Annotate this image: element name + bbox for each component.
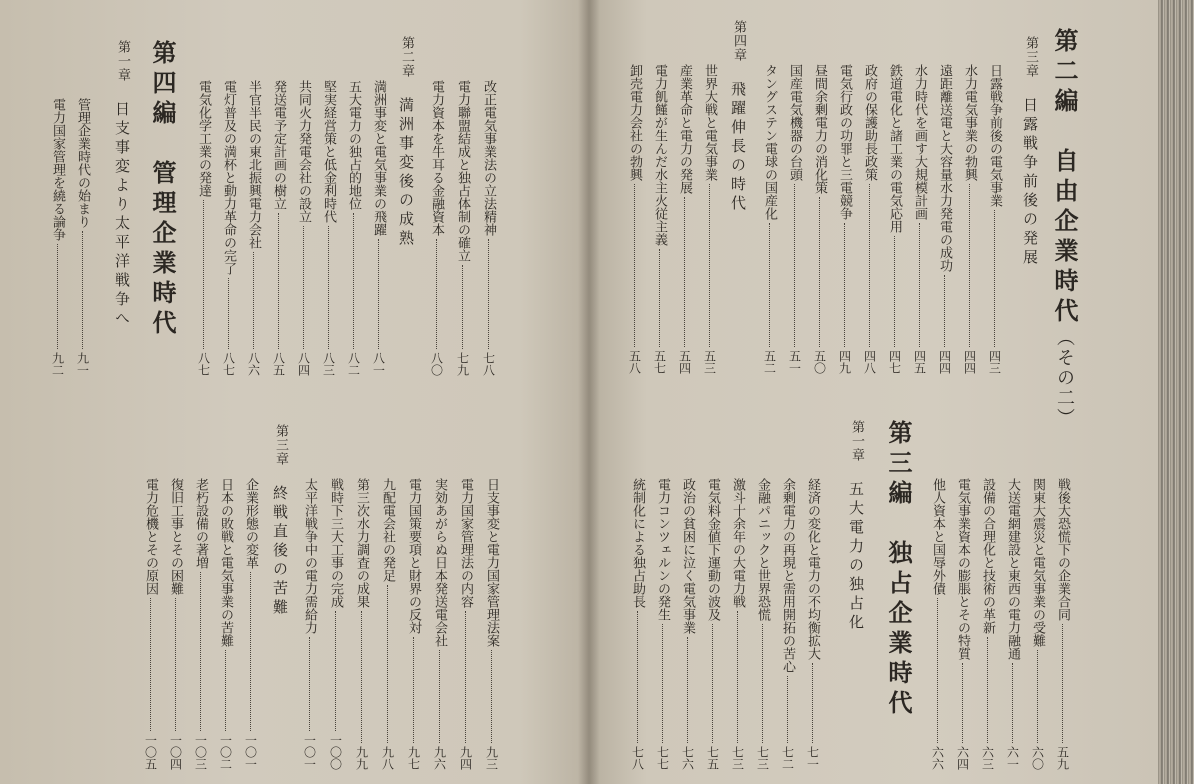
leader-dots (200, 572, 201, 731)
leader-dots (309, 637, 310, 731)
leader-dots (1062, 624, 1063, 743)
entry-title: 政治の貧困に泣く電気事業 (680, 478, 695, 634)
part-heading (884, 420, 913, 720)
part-heading (148, 40, 177, 340)
entry-page: 九四 (458, 746, 473, 770)
leader-dots (253, 252, 254, 349)
entry-title: 電力聯盟結成と独占体制の確立 (455, 80, 470, 262)
entry-title: 他人資本と国辱外債 (930, 478, 945, 595)
entry-title: 電力危機とその原因 (143, 478, 158, 595)
leader-dots (894, 236, 895, 347)
part-heading (1050, 28, 1079, 428)
entry-page: 一〇一 (243, 734, 258, 770)
entry-page: 九三 (484, 746, 499, 770)
entry-page: 八〇 (429, 352, 444, 376)
chapter-label: 第一章 (115, 40, 130, 82)
leader-dots (819, 197, 820, 347)
chapter-title: 日支事変より太平洋戦争へ (113, 101, 131, 329)
leader-dots (794, 184, 795, 347)
toc-entry[interactable] (703, 64, 716, 374)
chapter-title: 五大電力の独占化 (847, 481, 865, 633)
leader-dots (919, 223, 920, 347)
toc-entry[interactable] (51, 98, 64, 376)
entry-title: 産業革命と電力の発展 (677, 64, 692, 194)
entry-page: 七一 (805, 746, 820, 770)
entry-page: 六〇 (1030, 746, 1045, 770)
entry-title: 日本の敗戦と電気事業の苦難 (218, 478, 233, 647)
toc-entry[interactable] (456, 80, 469, 376)
entry-title: 統制化による独占助長 (630, 478, 645, 608)
leader-dots (684, 197, 685, 347)
entry-title: 第三次水力調査の成果 (354, 478, 369, 608)
entry-title: 電力国家管理法の内容 (458, 478, 473, 608)
chapter-heading (848, 420, 863, 660)
leader-dots (662, 624, 663, 743)
entry-title: 遠距離送電と大容量水力発電の成功 (937, 64, 952, 272)
toc-entry[interactable] (303, 478, 316, 770)
toc-entry[interactable] (988, 64, 1001, 374)
toc-entry[interactable] (355, 478, 368, 770)
entry-title: 電力国策要項と財界の反対 (406, 478, 421, 634)
entry-title: 九配電会社の発足 (380, 478, 395, 582)
entry-page: 八一 (371, 352, 386, 376)
leader-dots (303, 226, 304, 349)
entry-page: 六三 (980, 746, 995, 770)
toc-entry[interactable] (381, 478, 394, 770)
leader-dots (203, 200, 204, 349)
entry-title: 世界大戦と電気事業 (702, 64, 717, 181)
chapter-heading (398, 36, 413, 286)
toc-entry[interactable] (956, 478, 969, 770)
entry-page: 五一 (787, 350, 802, 374)
entry-title: 水力時代を画す大規模計画 (912, 64, 927, 220)
entry-page: 五二 (762, 350, 777, 374)
entry-page: 七五 (705, 746, 720, 770)
toc-entry[interactable] (631, 478, 644, 770)
entry-page: 八六 (246, 352, 261, 376)
toc-entry[interactable] (628, 64, 641, 374)
entry-page: 八七 (221, 352, 236, 376)
entry-title: タングステン電球の国産化 (762, 64, 777, 220)
entry-title: 金融パニックと世界恐慌 (755, 478, 770, 621)
leader-dots (962, 663, 963, 743)
entry-page: 四七 (887, 350, 902, 374)
toc-entry[interactable] (322, 80, 335, 376)
entry-title: 改正電気事業法の立法精神 (481, 80, 496, 236)
entry-page: 七九 (455, 352, 470, 376)
leader-dots (634, 184, 635, 347)
part3-heading: 第三編 独占企業時代 (884, 420, 913, 720)
toc-entry[interactable] (347, 80, 360, 376)
entry-title: 経済の変化と電力の不均衡拡大 (805, 478, 820, 660)
chapter-label: 第二章 (399, 36, 414, 78)
entry-title: 激斗十余年の大電力戦 (730, 478, 745, 608)
toc-entry[interactable] (863, 64, 876, 374)
toc-entry[interactable] (653, 64, 666, 374)
toc-entry[interactable] (731, 478, 744, 770)
entry-title: 電気行政の功罪と三電競争 (837, 64, 852, 220)
chapter-label: 第三章 (1023, 36, 1038, 78)
entry-title: 電力国家管理を繞る論争 (50, 98, 65, 241)
entry-title: 管理企業時代の始まり (75, 98, 90, 228)
leader-dots (812, 663, 813, 743)
toc-entry[interactable] (813, 64, 826, 374)
toc-entry[interactable] (272, 80, 285, 376)
toc-entry[interactable] (681, 478, 694, 770)
toc-entry[interactable] (194, 478, 207, 770)
entry-page: 一〇二 (218, 734, 233, 770)
leader-dots (659, 249, 660, 347)
toc-entry[interactable] (806, 478, 819, 770)
entry-page: 九六 (432, 746, 447, 770)
toc-entry[interactable] (1056, 478, 1069, 770)
leader-dots (413, 637, 414, 743)
entry-title: 卸売電力会社の勃興 (627, 64, 642, 181)
entry-title: 企業形態の変革 (243, 478, 258, 569)
entry-title: 水力電気事業の勃興 (962, 64, 977, 181)
leader-dots (175, 598, 176, 731)
leader-dots (228, 278, 229, 349)
entry-title: 半官半民の東北振興電力会社 (246, 80, 261, 249)
entry-title: 発送電予定計画の樹立 (271, 80, 286, 210)
toc-entry[interactable] (756, 478, 769, 770)
entry-title: 余剰電力の再現と需用開拓の苦心 (780, 478, 795, 673)
leader-dots (378, 239, 379, 349)
entry-page: 七六 (680, 746, 695, 770)
leader-dots (737, 611, 738, 743)
entry-page: 五三 (702, 350, 717, 374)
entry-title: 戦時下三大工事の完成 (328, 478, 343, 608)
entry-title: 実効あがらぬ日本発送電会社 (432, 478, 447, 647)
leader-dots (491, 650, 492, 743)
entry-page: 一〇三 (193, 734, 208, 770)
leader-dots (439, 650, 440, 743)
entry-title: 鉄道電化と諸工業の電気応用 (887, 64, 902, 233)
entry-page: 一〇四 (168, 734, 183, 770)
leader-dots (387, 585, 388, 743)
entry-page: 八五 (271, 352, 286, 376)
leader-dots (637, 611, 638, 743)
entry-title: 電気料金値下運動の波及 (705, 478, 720, 621)
toc-entry[interactable] (329, 478, 342, 770)
entry-title: 太平洋戦争中の電力需給力 (302, 478, 317, 634)
entry-page: 九九 (354, 746, 369, 770)
page-edges (1158, 0, 1194, 784)
toc-entry[interactable] (888, 64, 901, 374)
toc-entry[interactable] (297, 80, 310, 376)
entry-title: 戦後大恐慌下の企業合同 (1055, 478, 1070, 621)
toc-entry[interactable] (169, 478, 182, 770)
leader-dots (712, 624, 713, 743)
leader-dots (762, 624, 763, 743)
chapter-heading (1022, 36, 1037, 276)
toc-entry[interactable] (372, 80, 385, 376)
entry-page: 五七 (652, 350, 667, 374)
entry-page: 一〇五 (143, 734, 158, 770)
toc-entry[interactable] (788, 64, 801, 374)
toc-entry[interactable] (430, 80, 443, 376)
leader-dots (361, 611, 362, 743)
entry-title: 日支事変と電力国家管理法案 (484, 478, 499, 647)
toc-entry[interactable] (1006, 478, 1019, 770)
leader-dots (844, 223, 845, 347)
entry-title: 設備の合理化と技術の革新 (980, 478, 995, 634)
leader-dots (328, 226, 329, 349)
entry-page: 五〇 (812, 350, 827, 374)
entry-title: 昼間余剰電力の消化策 (812, 64, 827, 194)
chapter-label: 第一章 (849, 420, 864, 462)
leader-dots (987, 637, 988, 743)
leader-dots (944, 275, 945, 347)
toc-entry[interactable] (781, 478, 794, 770)
leader-dots (1037, 650, 1038, 743)
entry-title: 共同火力発電会社の設立 (296, 80, 311, 223)
leader-dots (488, 239, 489, 349)
entry-title: 電気事業資本の膨脹とその特質 (955, 478, 970, 660)
entry-title: 大送電網建設と東西の電力融通 (1005, 478, 1020, 660)
entry-page: 八三 (321, 352, 336, 376)
leader-dots (335, 611, 336, 731)
entry-title: 電力飢饉が生んだ水主火従主義 (652, 64, 667, 246)
toc-entry[interactable] (938, 64, 951, 374)
chapter-title: 日露戦争前後の発展 (1021, 97, 1039, 268)
toc-entry[interactable] (482, 80, 495, 376)
entry-page: 八四 (296, 352, 311, 376)
toc-entry[interactable] (963, 64, 976, 374)
entry-page: 六一 (1005, 746, 1020, 770)
chapter-title: 終戦直後の苦難 (271, 485, 289, 618)
leader-dots (150, 598, 151, 731)
toc-entry[interactable] (763, 64, 776, 374)
entry-title: 日露戦争前後の電気事業 (987, 64, 1002, 207)
leader-dots (869, 184, 870, 347)
leader-dots (465, 611, 466, 743)
entry-page: 九二 (50, 352, 65, 376)
leader-dots (57, 244, 58, 349)
leader-dots (250, 572, 251, 731)
toc-entry[interactable] (144, 478, 157, 770)
entry-page: 四四 (962, 350, 977, 374)
leader-dots (769, 223, 770, 347)
leader-dots (994, 210, 995, 347)
entry-page: 四九 (837, 350, 852, 374)
entry-page: 七三 (755, 746, 770, 770)
chapter-label: 第四章 (731, 20, 746, 62)
leader-dots (969, 184, 970, 347)
entry-title: 老朽設備の著増 (193, 478, 208, 569)
leader-dots (82, 231, 83, 349)
leader-dots (353, 213, 354, 349)
entry-page: 五四 (677, 350, 692, 374)
entry-title: 復旧工事とその困難 (168, 478, 183, 595)
entry-title: 五大電力の独占的地位 (346, 80, 361, 210)
toc-entry[interactable] (981, 478, 994, 770)
entry-page: 九一 (75, 352, 90, 376)
chapter-heading (114, 40, 129, 340)
toc-entry[interactable] (433, 478, 446, 770)
toc-entry[interactable] (459, 478, 472, 770)
toc-entry[interactable] (247, 80, 260, 376)
chapter-title: 飛躍伸長の時代 (729, 81, 747, 214)
entry-page: 九七 (406, 746, 421, 770)
entry-page: 七三 (730, 746, 745, 770)
entry-page: 九八 (380, 746, 395, 770)
leader-dots (225, 650, 226, 731)
toc-entry[interactable] (407, 478, 420, 770)
entry-page: 七二 (780, 746, 795, 770)
entry-page: 一〇一 (302, 734, 317, 770)
entry-page: 八二 (346, 352, 361, 376)
entry-title: 堅実経営策と低金利時代 (321, 80, 336, 223)
toc-entry[interactable] (1031, 478, 1044, 770)
entry-page: 六四 (955, 746, 970, 770)
leader-dots (436, 239, 437, 349)
toc-entry[interactable] (838, 64, 851, 374)
leader-dots (1012, 663, 1013, 743)
leader-dots (462, 265, 463, 349)
part2-heading-suffix: （その二） (1054, 328, 1075, 428)
chapter-title: 満洲事変後の成熟 (397, 97, 415, 249)
entry-page: 七七 (655, 746, 670, 770)
entry-page: 五九 (1055, 746, 1070, 770)
toc-entry[interactable] (244, 478, 257, 770)
entry-title: 電力コンツェルンの発生 (655, 478, 670, 621)
entry-page: 七八 (481, 352, 496, 376)
chapter-label: 第三章 (273, 424, 288, 466)
toc-entry[interactable] (76, 98, 89, 376)
chapter-heading (272, 424, 287, 664)
toc-entry[interactable] (197, 80, 210, 376)
entry-title: 政府の保護助長政策 (862, 64, 877, 181)
entry-page: 四八 (862, 350, 877, 374)
part2-heading: 第二編 自由企業時代 (1050, 28, 1079, 328)
leader-dots (937, 598, 938, 743)
toc-entry[interactable] (219, 478, 232, 770)
entry-title: 満洲事変と電気事業の飛躍 (371, 80, 386, 236)
part4-heading: 第四編 管理企業時代 (148, 40, 177, 340)
leader-dots (709, 184, 710, 347)
entry-page: 六六 (930, 746, 945, 770)
entry-page: 一〇〇 (328, 734, 343, 770)
toc-entry[interactable] (485, 478, 498, 770)
leader-dots (787, 676, 788, 743)
toc-entry[interactable] (706, 478, 719, 770)
toc-entry[interactable] (222, 80, 235, 376)
entry-page: 八七 (196, 352, 211, 376)
book-gutter (578, 0, 600, 784)
toc-entry[interactable] (931, 478, 944, 770)
entry-title: 国産電気機器の台頭 (787, 64, 802, 181)
chapter-heading (730, 20, 745, 260)
leader-dots (278, 213, 279, 349)
leader-dots (687, 637, 688, 743)
entry-page: 七八 (630, 746, 645, 770)
entry-page: 四四 (937, 350, 952, 374)
entry-title: 関東大震災と電気事業の受難 (1030, 478, 1045, 647)
entry-title: 電灯普及の満杯と動力革命の完了 (221, 80, 236, 275)
toc-entry[interactable] (913, 64, 926, 374)
entry-title: 電気化学工業の発達 (196, 80, 211, 197)
entry-page: 五八 (627, 350, 642, 374)
entry-title: 電力資本を牛耳る金融資本 (429, 80, 444, 236)
toc-entry[interactable] (678, 64, 691, 374)
entry-page: 四三 (987, 350, 1002, 374)
entry-page: 四五 (912, 350, 927, 374)
toc-entry[interactable] (656, 478, 669, 770)
